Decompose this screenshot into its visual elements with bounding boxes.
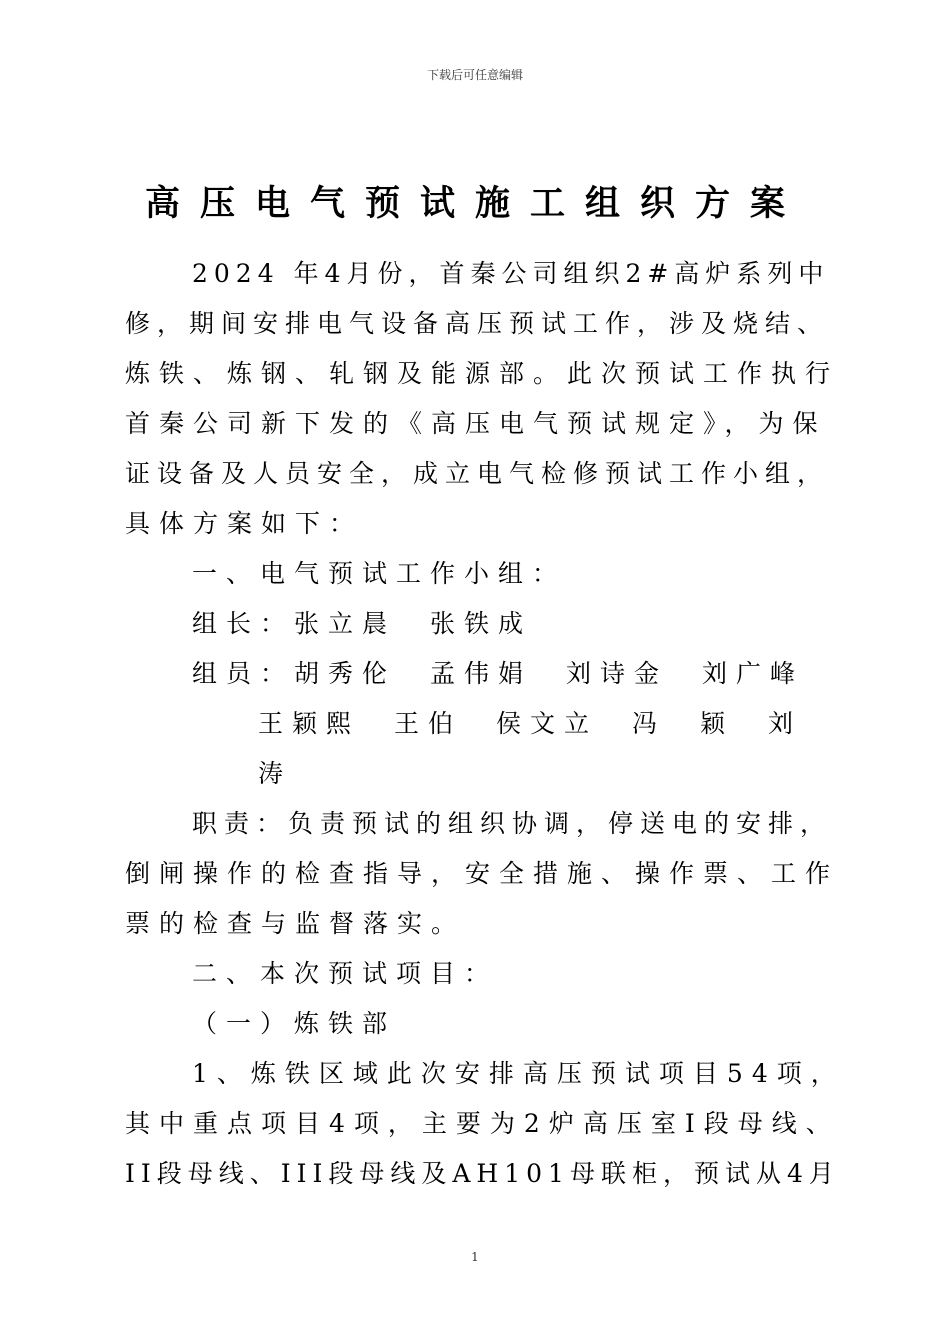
text-line: 2024 年4月份，首秦公司组织2#高炉系列中	[192, 259, 830, 288]
text-line: 具体方案如下：	[125, 509, 364, 538]
section-heading: 二、本次预试项目：	[192, 959, 499, 988]
page-header: 下载后可任意编辑	[426, 68, 523, 82]
document-title: 高压电气预试施工组织方案	[144, 183, 805, 224]
text-line: II段母线、III段母线及AH101母联柜，预试从4月	[125, 1159, 840, 1188]
text-line: 炼铁、炼钢、轧钢及能源部。此次预试工作执行	[125, 359, 840, 388]
text-line: 首秦公司新下发的《高压电气预试规定》，为保	[125, 409, 827, 438]
text-line: 组员：胡秀伦 孟伟娟 刘诗金 刘广峰	[192, 659, 805, 688]
text-line: 王颖熙 王伯 侯文立 冯 颖 刘	[258, 709, 803, 738]
text-line: 职责：负责预试的组织协调，停送电的安排，	[192, 809, 833, 838]
text-line: 1、炼铁区域此次安排高压预试项目54项，	[192, 1059, 845, 1088]
text-line: 其中重点项目4项，主要为2炉高压室I段母线、	[125, 1109, 840, 1138]
subsection-heading: （一）炼铁部	[192, 1009, 397, 1038]
page-number: 1	[471, 1250, 479, 1264]
text-line: 组长：张立晨 张铁成	[192, 609, 533, 638]
text-line: 票的检查与监督落实。	[125, 909, 466, 938]
section-heading: 一、电气预试工作小组：	[192, 559, 567, 588]
text-line: 涛	[258, 759, 293, 788]
text-line: 修，期间安排电气设备高压预试工作，涉及烧结、	[125, 309, 830, 338]
text-line: 证设备及人员安全，成立电气检修预试工作小组，	[125, 459, 830, 488]
text-line: 倒闸操作的检查指导，安全措施、操作票、工作	[125, 859, 840, 888]
